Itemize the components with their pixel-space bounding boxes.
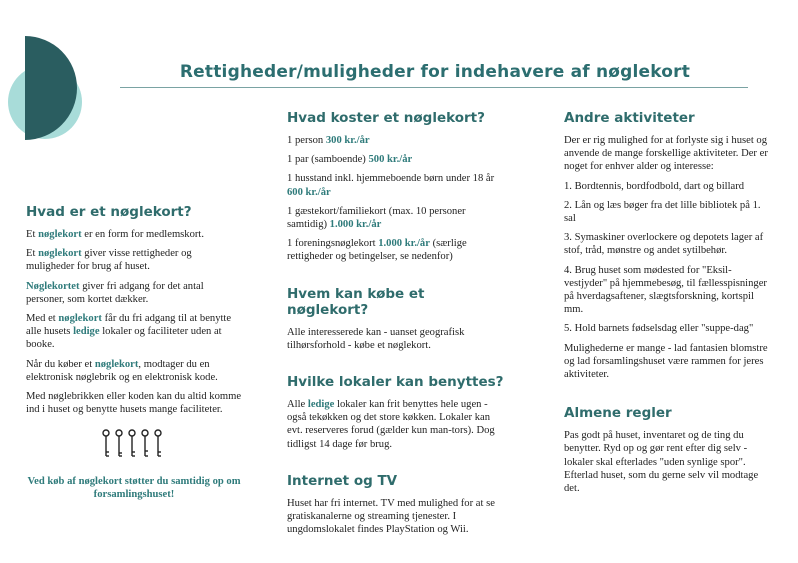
price-item: 1 husstand inkl. hjemmeboende børn under 18 år 600 kr./år bbox=[287, 173, 495, 198]
activity-item: 4. Brug huset som mødested for "Eksil-vestjyder" på hjemmebesøg, til fællesspisninger på hverdagsaftener, slægtsforskning, kortspil mm. bbox=[564, 264, 767, 316]
paragraph: Der er rig mulighed for at forlyste sig i huset og anvende de mange forskellige aktiviteter. Der er noget for enhver alder og interesse: bbox=[564, 135, 768, 173]
paragraph: Alle ledige lokaler kan frit benyttes hele ugen - også tekøkken og det store køkken. Lokaler kan evt. reserveres forud (gælder kun man-tors). Dog tidligst 14 dage før brug. bbox=[287, 399, 495, 450]
paragraph: Mulighederne er mange - lad fantasien blomstre og lad forsamlingshuset være rammen for jeres aktiviteter. bbox=[564, 342, 768, 381]
heading-who-can-buy: Hvem kan købe et nøglekort? bbox=[287, 285, 425, 318]
heading-rooms: Hvilke lokaler kan benyttes? bbox=[287, 374, 504, 391]
paragraph: Et nøglekort giver visse rettigheder og muligheder for brug af huset. bbox=[26, 248, 192, 273]
activity-item: 5. Hold barnets fødselsdag eller "suppe-dag" bbox=[564, 323, 754, 335]
paragraph: Med nøglebrikken eller koden kan du altid komme ind i huset og benytte husets mange faciliteter. bbox=[26, 391, 242, 416]
paragraph: Pas godt på huset, inventaret og de ting du benytter. Ryd op og gør rent efter dig selv - lokaler skal efterlades "uden synlige spor". Efterlad huset, som du gerne selv vil modtage det. bbox=[564, 430, 759, 495]
heading-what-is-keycard: Hvad er et nøglekort? bbox=[26, 204, 192, 220]
paragraph: Huset har fri internet. TV med mulighed for at se gratiskanalerne og streaming tjenester. I ungdomslokalet findes PlayStation og Wii. bbox=[287, 497, 495, 536]
support-footer: Ved køb af nøglekort støtter du samtidig op om forsamlingshuset! bbox=[27, 475, 241, 501]
heading-general-rules: Almene regler bbox=[564, 405, 672, 422]
key-icon bbox=[142, 430, 148, 456]
price-item: 1 gæstekort/familiekort (max. 10 personer samtidig) 1.000 kr./år bbox=[287, 205, 466, 231]
key-icon bbox=[129, 430, 135, 456]
paragraph: Nøglekortet giver fri adgang for det antal personer, som kortet dækker. bbox=[26, 280, 204, 305]
paragraph: Et nøglekort er en form for medlemskort. bbox=[26, 229, 205, 240]
paragraph: Alle interesserede kan - uanset geografisk tilhørsforhold - købe et nøglekort. bbox=[287, 326, 465, 351]
heading-price: Hvad koster et nøglekort? bbox=[287, 110, 485, 126]
column-right bbox=[564, 110, 774, 501]
paragraph: Når du køber et nøglekort, modtager du en elektronisk nøglebrik og en elektronisk kode. bbox=[26, 358, 218, 383]
column-middle bbox=[287, 110, 507, 542]
activity-item: 2. Lån og læs bøger fra det lille bibliotek på 1. sal bbox=[564, 199, 761, 225]
page-title: Rettigheder/muligheder for indehavere af nøglekort bbox=[179, 62, 691, 82]
keys-icon bbox=[26, 428, 242, 464]
column-left bbox=[26, 204, 242, 502]
activity-item: 3. Symaskiner overlockere og depotets lager af stof, tråd, mønstre og andet sytilbehør. bbox=[564, 232, 764, 257]
key-icon bbox=[116, 430, 122, 456]
paragraph: Med et nøglekort får du fri adgang til at benytte alle husets ledige lokaler og faciliteter uden at booke. bbox=[26, 313, 232, 351]
heading-internet-tv: Internet og TV bbox=[287, 472, 398, 489]
price-item: 1 par (samboende) 500 kr./år bbox=[287, 154, 413, 166]
key-icon bbox=[155, 430, 161, 456]
price-item: 1 person 300 kr./år bbox=[287, 135, 370, 146]
title-divider bbox=[120, 87, 748, 88]
logo-graphic bbox=[0, 0, 90, 160]
activity-item: 1. Bordtennis, bordfodbold, dart og billard bbox=[564, 180, 745, 192]
key-icon bbox=[103, 430, 109, 456]
price-item: 1 foreningsnøglekort 1.000 kr./år (særlige rettigheder og betingelser, se nedenfor) bbox=[287, 238, 467, 263]
heading-other-activities: Andre aktiviteter bbox=[564, 110, 695, 126]
